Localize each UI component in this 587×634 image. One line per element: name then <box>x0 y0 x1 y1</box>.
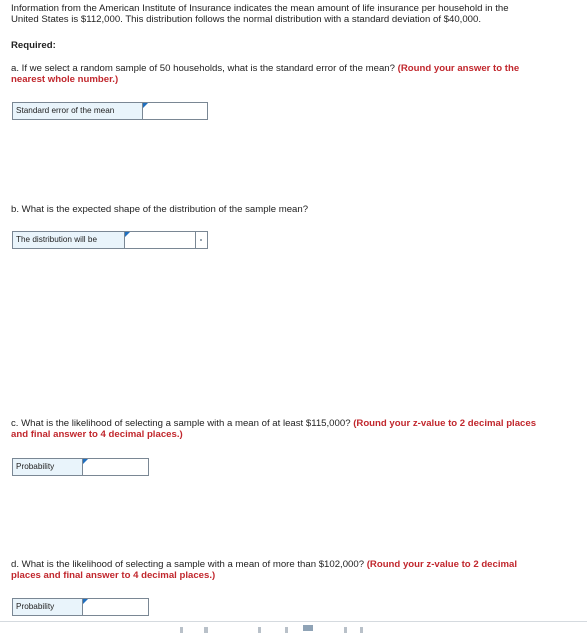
probability-d-input[interactable] <box>83 599 148 615</box>
part-c-question-line <box>11 418 579 429</box>
probability-d-label: Probability <box>13 599 83 615</box>
distribution-select[interactable] <box>125 232 195 248</box>
part-a-answer-row <box>12 102 208 120</box>
part-c-instruction: (Round your z-value to 2 decimal places <box>353 418 537 429</box>
part-d-instruction-cont: places and final answer to 4 decimal places.) <box>11 570 216 581</box>
input-marker-icon <box>125 232 130 237</box>
probability-c-input[interactable] <box>83 459 148 475</box>
footer-fragment <box>344 627 347 633</box>
dropdown-arrow-icon[interactable] <box>195 232 207 248</box>
footer-fragment <box>285 627 288 633</box>
required-heading: Required: <box>11 40 56 51</box>
footer-fragment <box>180 627 183 633</box>
part-d-answer-row <box>12 598 149 616</box>
probability-c-label: Probability <box>13 459 83 475</box>
standard-error-input[interactable] <box>143 103 207 119</box>
input-marker-icon <box>83 459 88 464</box>
part-c-question: c. What is the likelihood of selecting a sample with a mean of at least $115,000? <box>11 418 351 429</box>
standard-error-label: Standard error of the mean <box>13 103 143 119</box>
footer-fragment <box>303 625 313 631</box>
part-a-instruction-cont: nearest whole number.) <box>11 74 119 85</box>
footer-fragment <box>258 627 261 633</box>
part-b-question: b. What is the expected shape of the distribution of the sample mean? <box>11 204 309 215</box>
part-c-answer-row <box>12 458 149 476</box>
footer-fragment <box>360 627 363 633</box>
input-marker-icon <box>143 103 148 108</box>
part-d-instruction: (Round your z-value to 2 decimal <box>366 559 518 570</box>
part-a-instruction: (Round your answer to the <box>397 63 520 74</box>
part-c-instruction-cont: and final answer to 4 decimal places.) <box>11 429 183 440</box>
distribution-label: The distribution will be <box>13 232 125 248</box>
part-a-question: a. If we select a random sample of 50 households, what is the standard error of the mean? <box>11 63 395 74</box>
part-b-answer-row <box>12 231 208 249</box>
intro-line-1: Information from the American Institute of Insurance indicates the mean amount of life insurance per household in the <box>11 3 509 14</box>
input-marker-icon <box>83 599 88 604</box>
part-d-question-line <box>11 559 579 570</box>
intro-line-2: United States is $112,000. This distribution follows the normal distribution with a standard deviation of $40,000. <box>11 14 482 25</box>
part-d-question: d. What is the likelihood of selecting a sample with a mean of more than $102,000? <box>11 559 365 570</box>
footer-fragment <box>204 627 208 633</box>
part-a-question-line <box>11 63 579 74</box>
footer-divider <box>0 621 587 622</box>
